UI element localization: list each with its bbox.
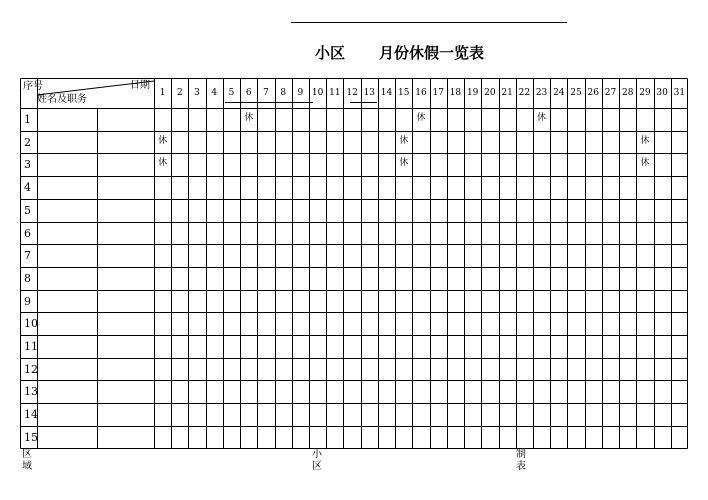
day-header: 11 — [329, 88, 341, 98]
rest-mark: 休 — [640, 135, 650, 146]
day-header: 24 — [553, 88, 565, 98]
rest-mark: 休 — [399, 158, 409, 169]
title-community-label: 小区 — [315, 44, 346, 62]
footer-maker-label: 制表 — [516, 449, 526, 472]
row-number: 4 — [24, 181, 31, 195]
row-number: 15 — [24, 430, 38, 444]
footer-community-label: 小区 — [312, 449, 322, 472]
rest-mark: 休 — [158, 135, 168, 146]
header-name-label: 姓名及职务 — [37, 94, 87, 105]
day-header: 17 — [432, 88, 444, 98]
day-header: 13 — [363, 88, 376, 98]
rest-mark: 休 — [640, 158, 650, 169]
table-grid-lines — [20, 78, 688, 449]
day-header: 26 — [587, 88, 599, 98]
day-header: 14 — [380, 88, 393, 98]
row-number: 11 — [24, 340, 38, 353]
day-header: 29 — [639, 88, 651, 98]
day-header: 20 — [484, 88, 496, 98]
rest-mark: 休 — [158, 158, 168, 169]
day-header: 31 — [673, 88, 686, 98]
header-seq-label: 序号 — [23, 81, 43, 92]
day-header: 5 — [228, 88, 235, 98]
rest-mark: 休 — [399, 135, 409, 146]
day-header: 25 — [570, 88, 582, 98]
title-main-label: 月份休假一览表 — [379, 44, 485, 62]
day-header: 16 — [415, 88, 427, 98]
day-header: 6 — [245, 88, 252, 98]
page-title — [0, 42, 708, 64]
day-header: 19 — [466, 88, 479, 98]
row-number: 10 — [24, 317, 38, 331]
day-header: 8 — [280, 88, 287, 98]
day-header: 10 — [311, 88, 324, 98]
row-number: 7 — [24, 249, 31, 263]
day-header: 9 — [297, 88, 304, 98]
day-header: 28 — [621, 88, 634, 98]
day-header: 3 — [194, 88, 200, 98]
day-header: 15 — [398, 88, 410, 98]
day-header: 21 — [501, 88, 513, 98]
row-number: 9 — [24, 294, 31, 308]
row-number: 3 — [24, 158, 31, 172]
day-header: 30 — [656, 88, 668, 98]
row-number: 13 — [24, 385, 38, 399]
day-header: 7 — [263, 88, 269, 98]
day-header: 23 — [535, 88, 548, 98]
row-number: 12 — [24, 362, 38, 376]
day-header: 18 — [449, 88, 462, 98]
row-number: 14 — [24, 408, 38, 422]
day-header: 27 — [604, 88, 617, 98]
row-number: 1 — [24, 113, 31, 126]
row-number: 2 — [24, 135, 31, 149]
header-underline — [291, 22, 567, 23]
footer-region-label: 区域 — [22, 449, 32, 472]
row-number: 6 — [24, 226, 31, 240]
rest-mark: 休 — [416, 113, 426, 123]
row-number: 5 — [24, 203, 31, 217]
day-header: 22 — [518, 88, 531, 98]
rest-mark: 休 — [537, 113, 547, 123]
day-header: 2 — [176, 88, 183, 98]
rest-mark: 休 — [244, 113, 254, 123]
header-date-label: 日期 — [130, 80, 150, 91]
row-number: 8 — [24, 271, 31, 285]
day-header: 12 — [346, 88, 358, 98]
leave-table — [20, 78, 688, 449]
day-header: 4 — [211, 88, 218, 98]
day-header: 1 — [159, 88, 166, 98]
